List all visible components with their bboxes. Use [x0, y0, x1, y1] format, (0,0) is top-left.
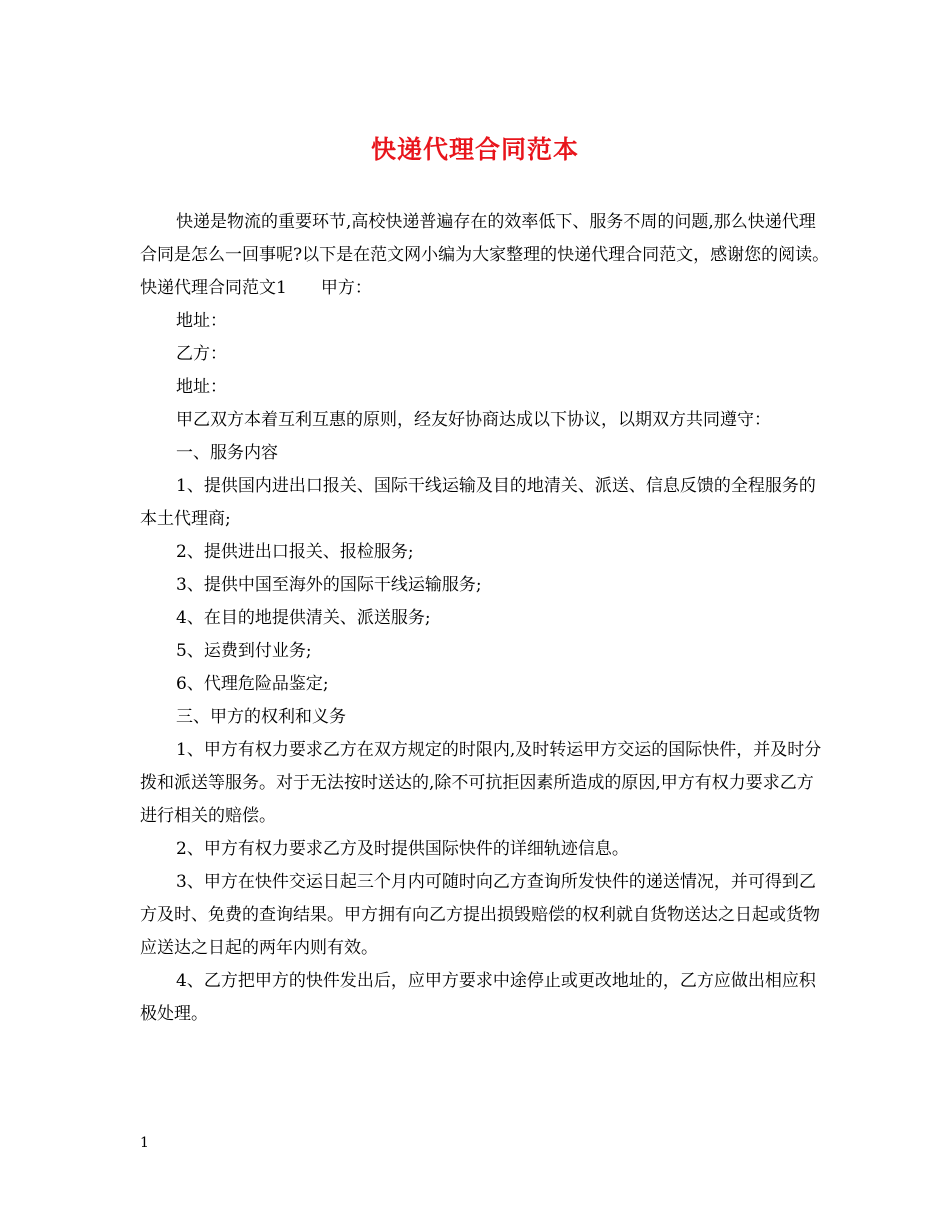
list-item: 1、提供国内进出口报关、国际干线运输及目的地清关、派送、信息反馈的全程服务的本土代理商; — [140, 476, 816, 529]
list-item: 2、甲方有权力要求乙方及时提供国际快件的详细轨迹信息。 — [176, 839, 629, 859]
document-title: 快递代理合同范本 — [370, 135, 579, 164]
paragraph: 快递是物流的重要环节,高校快递普遍存在的效率低下、服务不周的问题,那么快递代理合同是怎么一回事呢?以下是在范文网小编为大家整理的快递代理合同范文，感谢您的阅读。 — [140, 212, 830, 265]
paragraph: 地址： — [176, 377, 227, 397]
list-item: 2、提供进出口报关、报检服务; — [176, 542, 414, 562]
paragraph: 甲乙双方本着互利互惠的原则，经友好协商达成以下协议，以期双方共同遵守： — [176, 410, 771, 430]
list-item: 1、甲方有权力要求乙方在双方规定的时限内,及时转运甲方交运的国际快件，并及时分拨和派送等服务。对于无法按时送达的,除不可抗拒因素所造成的原因,甲方有权力要求乙方进行相关的赔偿。 — [140, 740, 822, 826]
list-item: 4、在目的地提供清关、派送服务; — [176, 608, 431, 628]
list-item: 5、运费到付业务; — [176, 641, 312, 661]
section-heading: 一、服务内容 — [176, 443, 278, 463]
page-number: 1 — [140, 1135, 149, 1151]
list-item: 3、甲方在快件交运日起三个月内可随时向乙方查询所发快件的递送情况，并可得到乙方及时、免费的查询结果。甲方拥有向乙方提出损毁赔偿的权利就自货物送达之日起或货物应送达之日起的两年内则有效。 — [140, 872, 820, 958]
section-heading: 三、甲方的权利和义务 — [176, 707, 346, 727]
list-item: 6、代理危险品鉴定; — [176, 674, 329, 694]
paragraph: 快递代理合同范文1 甲方： — [140, 278, 372, 298]
document-body — [140, 206, 830, 1031]
list-item: 3、提供中国至海外的国际干线运输服务; — [176, 575, 482, 595]
paragraph: 地址： — [176, 311, 227, 331]
list-item: 4、乙方把甲方的快件发出后，应甲方要求中途停止或更改地址的，乙方应做出相应积极处理。 — [140, 971, 816, 1024]
paragraph: 乙方： — [176, 344, 227, 364]
